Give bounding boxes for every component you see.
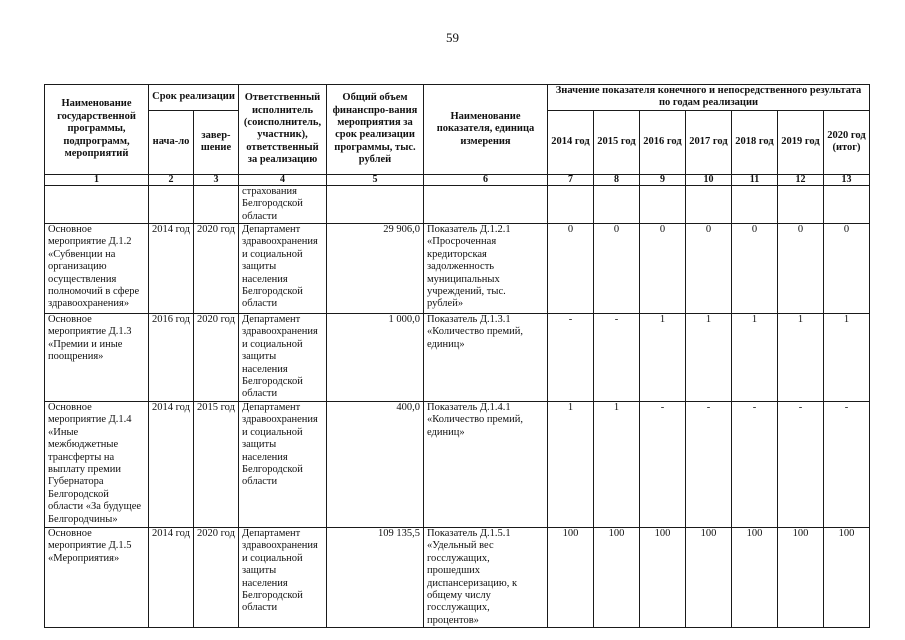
value-2020 — [824, 185, 870, 223]
value-2020: - — [824, 401, 870, 527]
value-2014: 1 — [548, 401, 594, 527]
value-2015: 100 — [594, 527, 640, 627]
responsible: Департамент здравоохранения и социальной защиты населения Белгородской области — [239, 314, 327, 402]
measure-name: Основное мероприятие Д.1.4 «Иные межбюджетные трансферты на выплату премии Губернатора Белгородской области «За будущее Белгородчины» — [45, 401, 149, 527]
indicator: Показатель Д.1.5.1 «Удельный вес госслужащих, прошедших диспансеризацию, к общему числу госслужащих, процентов» — [424, 527, 548, 627]
header-responsible: Ответственный исполнитель (соисполнитель, участник), ответственный за реализацию — [239, 85, 327, 175]
value-2014 — [548, 185, 594, 223]
value-2019 — [778, 185, 824, 223]
value-2016: - — [640, 401, 686, 527]
col-number: 11 — [732, 174, 778, 185]
header-year-2019: 2019 год — [778, 110, 824, 174]
indicator: Показатель Д.1.3.1 «Количество премий, единиц» — [424, 314, 548, 402]
start-year: 2014 год — [149, 527, 194, 627]
value-2017: 1 — [686, 314, 732, 402]
responsible: Департамент здравоохранения и социальной защиты населения Белгородской области — [239, 224, 327, 314]
value-2015: 1 — [594, 401, 640, 527]
value-2014: - — [548, 314, 594, 402]
indicator: Показатель Д.1.2.1 «Просроченная кредиторская задолженность муниципальных учреждений, тыс. рублей» — [424, 224, 548, 314]
header-year-2015: 2015 год — [594, 110, 640, 174]
funding-volume: 400,0 — [327, 401, 424, 527]
header-term: Срок реализации — [149, 85, 239, 111]
value-2018 — [732, 185, 778, 223]
header-start: нача-ло — [149, 110, 194, 174]
responsible: Департамент здравоохранения и социальной защиты населения Белгородской области — [239, 401, 327, 527]
col-number: 7 — [548, 174, 594, 185]
value-2018: 100 — [732, 527, 778, 627]
measure-name: Основное мероприятие Д.1.3 «Премии и иные поощрения» — [45, 314, 149, 402]
col-number: 5 — [327, 174, 424, 185]
value-2017 — [686, 185, 732, 223]
value-2019: 0 — [778, 224, 824, 314]
value-2018: 0 — [732, 224, 778, 314]
value-2020: 0 — [824, 224, 870, 314]
value-2016: 100 — [640, 527, 686, 627]
col-number: 2 — [149, 174, 194, 185]
funding-volume: 29 906,0 — [327, 224, 424, 314]
start-year — [149, 185, 194, 223]
page-number: 59 — [446, 30, 459, 45]
header-year-2017: 2017 год — [686, 110, 732, 174]
value-2015: 0 — [594, 224, 640, 314]
start-year: 2014 год — [149, 401, 194, 527]
col-number: 4 — [239, 174, 327, 185]
header-year-2016: 2016 год — [640, 110, 686, 174]
col-number: 3 — [194, 174, 239, 185]
header-year-2020: 2020 год (итог) — [824, 110, 870, 174]
funding-volume: 1 000,0 — [327, 314, 424, 402]
value-2019: 100 — [778, 527, 824, 627]
value-2015 — [594, 185, 640, 223]
value-2017: - — [686, 401, 732, 527]
value-2020: 100 — [824, 527, 870, 627]
header-year-2014: 2014 год — [548, 110, 594, 174]
value-2019: - — [778, 401, 824, 527]
value-2019: 1 — [778, 314, 824, 402]
measure-name: Основное мероприятие Д.1.5 «Мероприятия» — [45, 527, 149, 627]
value-2020: 1 — [824, 314, 870, 402]
table-row — [45, 185, 870, 223]
col-number: 9 — [640, 174, 686, 185]
col-number: 12 — [778, 174, 824, 185]
col-number: 10 — [686, 174, 732, 185]
program-table — [44, 84, 870, 628]
end-year — [194, 185, 239, 223]
value-2015: - — [594, 314, 640, 402]
header-volume: Общий объем финанспро-вания мероприятия за срок реализации программы, тыс. рублей — [327, 85, 424, 175]
header-end: завер-шение — [194, 110, 239, 174]
value-2016 — [640, 185, 686, 223]
col-number: 1 — [45, 174, 149, 185]
col-number: 8 — [594, 174, 640, 185]
table-row — [45, 224, 870, 314]
value-2018: 1 — [732, 314, 778, 402]
value-2014: 100 — [548, 527, 594, 627]
measure-name — [45, 185, 149, 223]
table-row — [45, 401, 870, 527]
header-name: Наименование государственной программы, подпрограмм, мероприятий — [45, 85, 149, 175]
value-2017: 0 — [686, 224, 732, 314]
start-year: 2014 год — [149, 224, 194, 314]
value-2016: 0 — [640, 224, 686, 314]
end-year: 2020 год — [194, 527, 239, 627]
end-year: 2020 год — [194, 314, 239, 402]
column-number-row — [45, 174, 870, 185]
col-number: 13 — [824, 174, 870, 185]
indicator — [424, 185, 548, 223]
start-year: 2016 год — [149, 314, 194, 402]
end-year: 2015 год — [194, 401, 239, 527]
table-row — [45, 314, 870, 402]
header-indicator: Наименование показателя, единица измерения — [424, 85, 548, 175]
measure-name: Основное мероприятие Д.1.2 «Субвенции на организацию осуществления полномочий в сфере здравоохранения» — [45, 224, 149, 314]
responsible: страхования Белгородской области — [239, 185, 327, 223]
funding-volume — [327, 185, 424, 223]
table-row — [45, 527, 870, 627]
responsible: Департамент здравоохранения и социальной защиты населения Белгородской области — [239, 527, 327, 627]
value-2016: 1 — [640, 314, 686, 402]
value-2018: - — [732, 401, 778, 527]
value-2014: 0 — [548, 224, 594, 314]
end-year: 2020 год — [194, 224, 239, 314]
indicator: Показатель Д.1.4.1 «Количество премий, единиц» — [424, 401, 548, 527]
header-year-2018: 2018 год — [732, 110, 778, 174]
funding-volume: 109 135,5 — [327, 527, 424, 627]
value-2017: 100 — [686, 527, 732, 627]
col-number: 6 — [424, 174, 548, 185]
header-values: Значение показателя конечного и непосредственного результата по годам реализации — [548, 85, 870, 111]
